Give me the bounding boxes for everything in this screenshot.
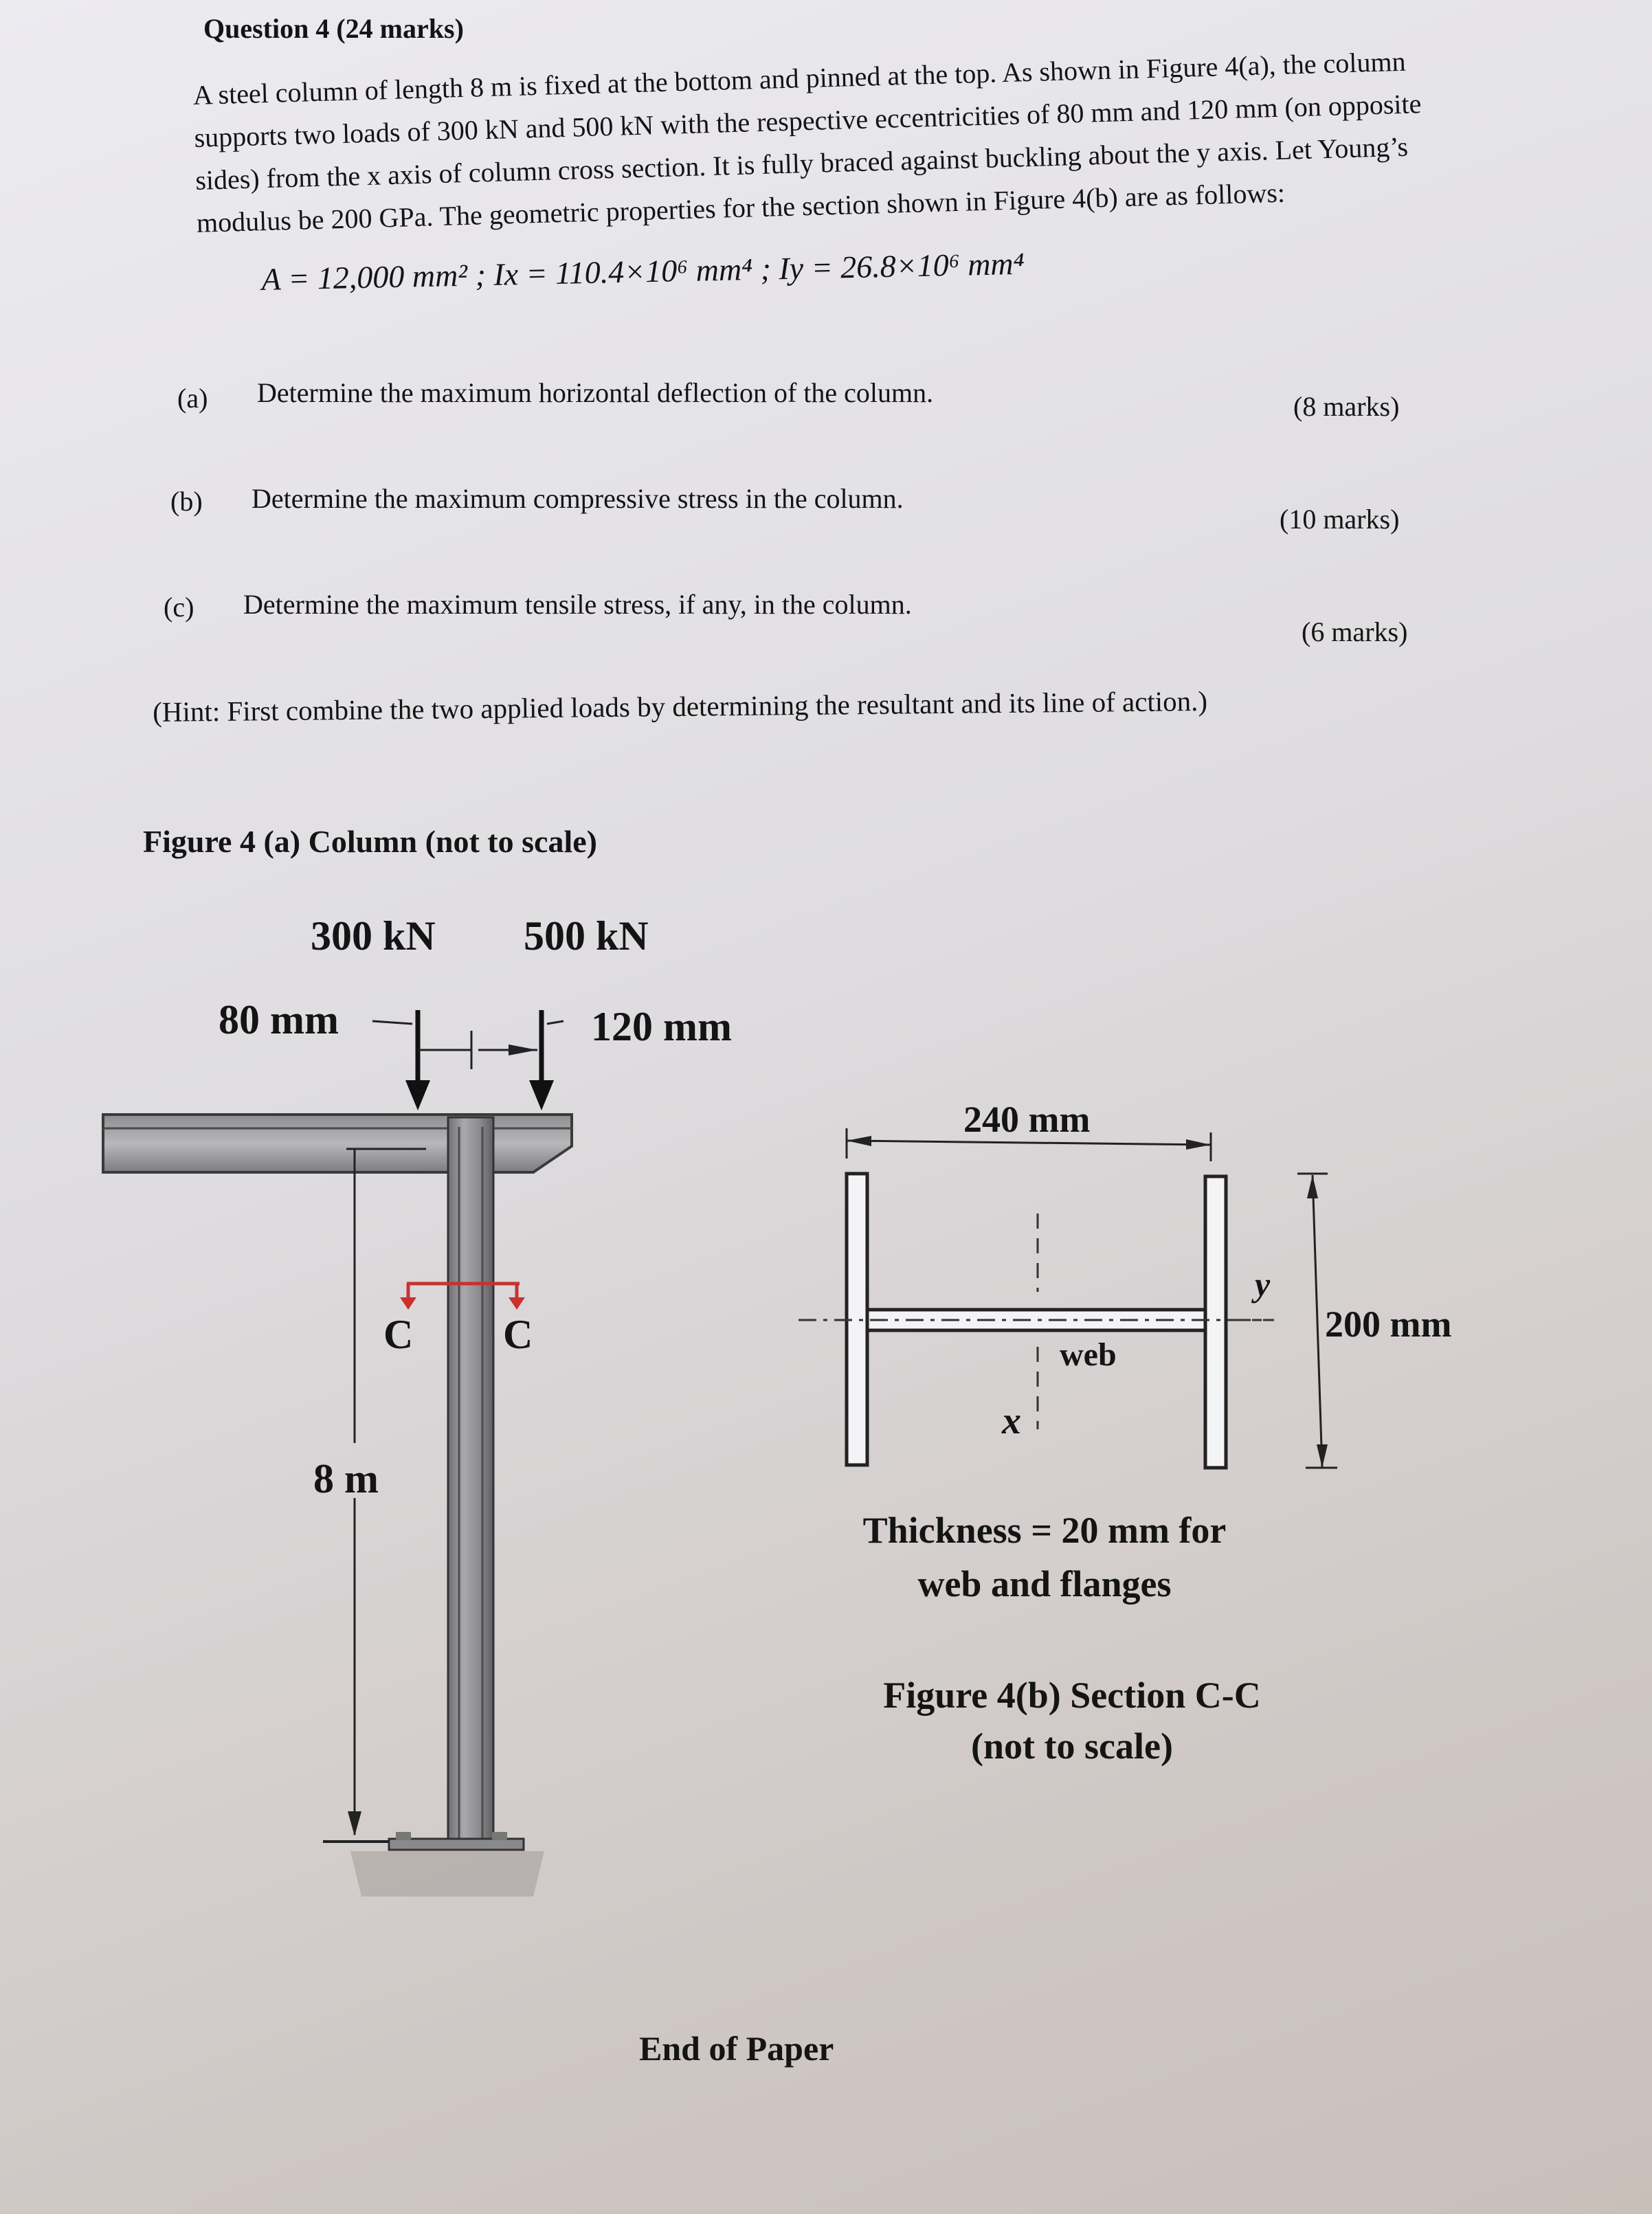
- section-properties: A = 12,000 mm² ; Ix = 110.4×10⁶ mm⁴ ; Iy = 26.8×10⁶ mm⁴: [261, 245, 1025, 297]
- steel-column: [448, 1117, 493, 1848]
- end-of-paper: End of Paper: [639, 2029, 834, 2068]
- section-mark-right: C: [503, 1312, 533, 1357]
- part-a-label: (a): [177, 383, 208, 414]
- part-c-text: Determine the maximum tensile stress, if any, in the column.: [243, 589, 912, 620]
- figure-a-caption: Figure 4 (a) Column (not to scale): [143, 824, 597, 859]
- part-b-label: (b): [170, 486, 203, 517]
- top-beam: [103, 1115, 572, 1172]
- x-axis-label: x: [1002, 1400, 1021, 1442]
- ecc-80-label: 80 mm: [219, 997, 339, 1042]
- section-mark-left: C: [383, 1312, 414, 1357]
- thickness-note-line2: web and flanges: [917, 1563, 1172, 1604]
- question-intro: A steel column of length 8 m is fixed at the bottom and pinned at the top. As shown in Figure 4(a), the column supports two loads of 300 kN and 500 kN with the respective eccentricities of 80 mm and 120 mm (on opposite sides) from the x axis of column cross section. It is fully braced against buckling about the y axis. Let Young’s modulus be 200 GPa. The geometric properties for the section shown in Figure 4(b) are as follows:: [192, 45, 1422, 238]
- question-title: Question 4 (24 marks): [203, 13, 464, 44]
- figure-b-caption-line1: Figure 4(b) Section C-C: [883, 1675, 1261, 1716]
- load-300-label: 300 kN: [311, 913, 436, 959]
- load-500-label: 500 kN: [524, 913, 649, 959]
- part-c-marks: (6 marks): [1302, 616, 1408, 647]
- section-height-label: 200 mm: [1325, 1304, 1452, 1345]
- y-axis-label: y: [1255, 1265, 1271, 1304]
- load-arrows: [372, 1010, 563, 1110]
- ecc-120-label: 120 mm: [591, 1004, 732, 1049]
- part-a-text: Determine the maximum horizontal deflection of the column.: [257, 377, 934, 408]
- web-label: web: [1060, 1337, 1117, 1373]
- figure-b-caption-line2: (not to scale): [971, 1725, 1173, 1767]
- thickness-note-line1: Thickness = 20 mm for: [862, 1510, 1227, 1551]
- part-b-text: Determine the maximum compressive stress in the column.: [252, 483, 904, 514]
- part-c-label: (c): [164, 592, 194, 623]
- column-length-label: 8 m: [313, 1456, 379, 1501]
- section-width-label: 240 mm: [963, 1099, 1091, 1140]
- part-b-marks: (10 marks): [1280, 504, 1400, 535]
- part-a-marks: (8 marks): [1293, 391, 1400, 422]
- hint-text: (Hint: First combine the two applied loads by determining the resultant and its line of action.): [153, 684, 1208, 728]
- fixed-base: [323, 1832, 544, 1897]
